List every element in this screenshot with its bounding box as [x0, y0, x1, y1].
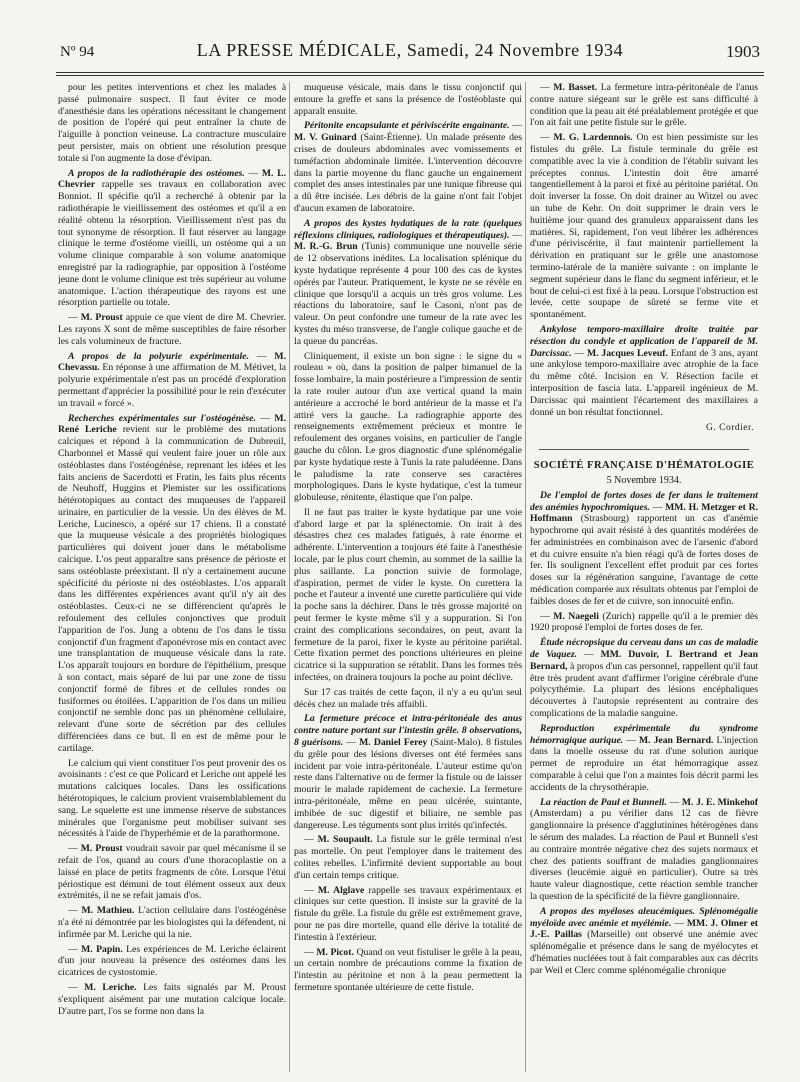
paragraph: pour les petites interventions et chez les malades à passé pulmonaire suspect. Il faut éviter ce mode d'anesthésie dans les opérations nécessitant le changement de position de l'opéré qui peut entraîner la chute de l'aiguille à ponction veineuse. La contracture musculaire peut persister, mais on obtient une résolution presque totale si l'on augmente la dose d'évipan. — [58, 82, 286, 164]
article-heading: La fermeture précoce et intra-péritonéale des anus contre nature portant sur l'intestin grêle. 8 observations, 8 guérisons. — [294, 713, 522, 749]
speaker-affiliation: (Saint-Malo). — [430, 737, 483, 749]
speaker: M. Chevassu. — [58, 350, 286, 374]
paragraph-text: appuie ce que vient de dire M. Chevrier. Les rayons X sont de même susceptibles de faire résorber les cals volumineux de fracture. — [58, 312, 286, 347]
paragraph: Péritonite encapsulante et périviscérite engainante. — M. V. Guinard (Saint-Étienne). Un malade présente des crises de douleurs abdominales avec vomissements et tuméfaction abdominale limitée. L'intervention découvre dans la partie moyenne du flanc gauche un engainement complet des anses intestinales par une tunique fibreuse qui a dû être incisée. Les débris de la gaine n'ont fait l'objet d'aucun examen de laboratoire. — [294, 120, 522, 214]
speaker: M. Picot. — [316, 946, 354, 958]
paragraph-text: Les expériences de M. Leriche éclairent d'un jour nouveau la présence des ostéomes dans les cicatrices de cystostomie. — [58, 943, 286, 979]
speaker: M. Leriche. — [84, 981, 137, 993]
column-divider — [289, 82, 290, 1072]
speaker: M. G. Lardennois. — [553, 132, 633, 144]
paragraph-text: a pu vérifier dans 12 cas de fièvre ganglionnaire la présence d'agglutinines hétérogènes dans le sérum des malades. La réaction de Paul et Bunnell s'est au contraire montrée négative chez des sujets normaux et chez des patients souffrant de maladies ganglionnaires diverses (leucémie aiguë en particulier). Outre sa très haute valeur diagnostique, cette réaction semble trancher la question de la spécificité de la fièvre ganglionnaire. — [530, 808, 758, 902]
paragraph-text: revient sur le problème des mutations calciques et répond à la communication de Dubreuil, Charbonnel et Massé qui veulent faire jouer un rôle aux ostéoblastes dans l'ostéogénèse, reprenant les idées et les faits anciens de Sacerdotti et Fratin, les faits plus récents de Neuhoff, Huggins et Plemister sur les ossifications hétérotopiques au contact des muqueuses de l'appareil urinaire, en particulier de la vessie. Un des élèves de M. Leriche, Lucinesco, a opéré sur 17 chiens. Il a constaté que la muqueuse vésicale a des propriétés biologiques particulières qui doivent jouer dans le métabolisme calcique. L'os peut apparaître sans présence de périoste et sans ostéoblaste préexistant. Il n'y a certainement aucune spécificité du périoste ni des ostéoblastes. L'os apparaît dans les différentes expériences avant qu'il n'y ait des ostéoblastes. Ceux-ci ne se différencient qu'après le refoulement des cellules conjonctives que produit l'apparition de l'os. Jung a obtenu de l'os dans le tissu conjonctif d'un fragment d'aponévrose mis en contact avec une transplantation de muqueuse vésicale dans la rate. L'os apparaît toujours en bordure de l'épithélium, presque à son contact, mais séparé de lui par une zone de tissu conjonctif formé de fibres et de cellules rondes ou fusiformes ou étoilées. L'apparition de l'os dans un milieu conjonctif ne semble donc pas un phénomène cellulaire, relevant d'une sorte de sécrétion par des cellules différenciées dans ce but. Il en est de même pour le cartilage. — [58, 424, 286, 754]
paragraph: A propos des myéloses aleucémiques. Splénomégalie myéloïde avec anémie et myélémie. — MM. J. Olmer et J.-E. Paillas (Marseille) ont observé une anémie avec splénomégalie et présence dans le sang de myélocytes et d'hématies nucléées tout à fait comparables aux cas décrits par Weil et Clerc comme splénomégalie chronique — [530, 905, 758, 976]
paragraph: — M. Picot. Quand on veut fistuliser le grêle à la peau, un certain nombre de précautions comme la fixation de l'intestin au péritoine et non à la peau permettent la fermeture spontanée ultérieure de cette fistule. — [294, 946, 522, 993]
speaker: M. R.-G. Brun — [294, 241, 358, 253]
paragraph-text: Les faits signalés par M. Proust s'expliquent aisément par une mutation calcique locale. D'autre part, l'os se forme non dans la — [58, 981, 286, 1017]
paragraph: Il ne faut pas traiter le kyste hydatique par une voie d'abord large et par la splénectomie. On irait à des désastres chez ces malades fatigués, à rate énorme et adhérente. L'intervention a toujours été faite à l'anesthésie locale, par le plus court chemin, au sommet de la saillie la plus saillante. La ponction suivie de formolage, d'aspiration, permet de vider le kyste. On curettera la poche et l'auteur a inventé une curette particulière qui vide la poche sans la déchirer. Dans le très grosse majorité on peut fermer le kyste même s'il y a suppuration. Si l'on craint des complications secondaires, on peut, avant la fermeture de la paroi, fixer le kyste au péritoine pariétal. Cette fixation permet des ponctions ultérieures en pleine cicatrice si la suppuration se rétablit. Dans les formes très infectées, on drainera toujours la poche au point déclive. — [294, 506, 522, 684]
paragraph-text: L'action cellulaire dans l'ostéogénèse n'a été ni démontrée par les biologistes qui la défendent, ni infirmée par M. Leriche qui la nie. — [58, 905, 286, 940]
session-date: 5 Novembre 1934. — [606, 474, 682, 486]
paragraph: muqueuse vésicale, mais dans le tissu conjonctif qui entoure la greffe et sans la présence de l'ostéoblaste qui apparaît ensuite. — [294, 82, 522, 117]
column-2 — [294, 82, 522, 1072]
article-heading: A propos de la polyurie expérimentale. — [68, 350, 249, 362]
section-title: SOCIÉTÉ FRANÇAISE D'HÉMATOLOGIE — [533, 460, 755, 472]
article-heading: A propos des myéloses aleucémiques. Splénomégalie myéloïde avec anémie et myélémie. — [530, 905, 758, 929]
paragraph-text: La fermeture intra-péritonéale de l'anus contre nature siégeant sur le grêle est sans difficulté à condition que la peau ait été préalablement protégée et que l'on ait fait une petite fistule sur le grêle. — [530, 82, 758, 129]
paragraph-text: rappelle ses travaux expérimentaux et cliniques sur cette question. Il insiste sur la gravité de la fistule du grêle. La fistule du grêle est extrêmement grave, pour ne pas dire mortelle, quand elle dérive la totalité de l'intestin à l'extérieur. — [294, 884, 522, 943]
speaker: M. Papin. — [81, 943, 123, 955]
paragraph-text: On est bien pessimiste sur les fistules du grêle. La fistule terminale du grêle est compatible avec la vie à condition de l'établir suivant les préceptes connus. L'intestin doit être amarré tangentiellement à la paroi et fixé au péritoine pariétal. On doit inverser la fosse. On doit drainer au Witzel ou avec un tube de Kehr. On doit supprimer le drain vers le huitième jour quand des granuleux apparaissent dans les matières. Si, rapidement, l'on veut libérer les adhérences d'une périviscérite, il faut maintenir partiellement la dérivation en pratiquant sur le grêle une anastomose termino-latérale de la manière suivante : on implante le segment supérieur dans le flanc du segment inférieur, et le bout de celui-ci est fixé à la peau. Lorsque l'obstruction est levée, cette soupape de sûreté se ferme vite et spontanément. — [530, 132, 758, 321]
column-3 — [530, 82, 758, 1072]
paragraph-text: communique une nouvelle série de 12 observations inédites. La localisation splénique du kyste hydatique représente 4 pour 100 des cas de kystes opérés par l'auteur. Pratiquement, le kyste ne se révèle en clinique que lorsqu'il a acquis un très gros volume. Les réactions du laboratoire, sauf le Casoni, n'ont pas de valeur. On peut confondre une tumeur de la rate avec les kystes du méso transverse, de l'angle colique gauche et de la queue du pancréas. — [294, 241, 522, 347]
paragraph-text: 8 fistules du grêle pour des lésions diverses ont été fermées sans incident par voie intra-péritonéale. L'auteur estime qu'on reste dans l'alternative ou de fermer la fistule ou de laisser mourir le malade rapidement de cachexie. La fermeture intra-péritonéale, même en peau ulcérée, suintante, imbibée de suc digestif et biliaire, ne semble pas dangereuse. Les téguments sont plus irrités qu'infectés. — [294, 737, 522, 831]
speaker: MM. Duvoir, I. Bertrand et Jean Bernard, — [530, 649, 758, 672]
paragraph: De l'emploi de fortes doses de fer dans le traitement des anémies hypochromiques. — MM. H. Metzger et R. Hoffmann (Strasbourg) rapportent un cas d'anémie hypochrome qui avait résisté à des quantités modérées de fer administrées en combinaison avec de l'arsenic d'abord et du cuivre ensuite n'a bien réagi qu'à de fortes doses de fer. Ils soulignent l'excellent effet produit par ces fortes doses sur la régénération sanguine, l'avantage de cette médication comparée aux résultats obtenus par l'emploi de faibles doses de fer et de cuivre, son innocuité enfin. — [530, 489, 758, 607]
paragraph: A propos de la radiothérapie des ostéomes. — M. L. Chevrier rappelle ses travaux en collaboration avec Bonniot. Il spécifie qu'il a recherché à obtenir par la radiothérapie le vieillissement des ostéomes et qu'il a en réalité obtenu la résorption. Vieillissement n'est pas du tout synonyme de résorption. Il faut réserver au langage clinique le terme d'ostéome vieilli, un ostéome qui a un volume clinique comparable à son volume anatomique enregistré par la radiographie, par opposition à l'ostéome jeune dont le volume clinique est très supérieur au volume anatomique. L'action thérapeutique des rayons est une résorption partielle ou totale. — [58, 167, 286, 309]
paragraph: — M. Alglave rappelle ses travaux expérimentaux et cliniques sur cette question. Il insiste sur la gravité de la fistule du grêle. La fistule du grêle est extrêmement grave, pour ne pas dire mortelle, quand elle dérive la totalité de l'intestin à l'extérieur. — [294, 884, 522, 943]
paragraph: Étude nécropsique du cerveau dans un cas de maladie de Vaquez. — MM. Duvoir, I. Bertrand et Jean Bernard, à propos d'un cas personnel, rappellent qu'il faut être très prudent avant d'affirmer l'origine cérébrale d'une polycythémie. La plupart des lésions encéphaliques découvertes à l'autopsie représentent au contraire des complications de la maladie sanguine. — [530, 637, 758, 720]
article-heading: De l'emploi de fortes doses de fer dans le traitement des anémies hypochromiques. — [530, 489, 758, 513]
paragraph: — M. Basset. La fermeture intra-péritonéale de l'anus contre nature siégeant sur le grêle est sans difficulté à condition que la peau ait été préalablement protégée et que l'on ait fait une petite fistule sur le grêle. — [530, 82, 758, 129]
paragraph: — M. Proust voudrait savoir par quel mécanisme il se refait de l'os, quand au cours d'une thoracoplastie on a laissé en place de petits fragments de côte. Lorsque l'étui périostique est démuni de tout élément osseux aux deux extrémités, il ne se refait jamais d'os. — [58, 843, 286, 902]
paragraph-text: La fistule sur le grêle terminal n'est pas mortelle. On peut l'employer dans le traitement des colites rebelles. L'infirmité devient supportable au bout d'un certain temps critique. — [294, 834, 522, 881]
speaker: MM. J. Olmer et J.-E. Paillas — [530, 917, 758, 941]
speaker: M. Basset. — [553, 82, 598, 93]
paragraph: Sur 17 cas traités de cette façon, il n'y a eu qu'un seul décès chez un malade très affaibli. — [294, 686, 522, 710]
paragraph: A propos des kystes hydatiques de la rate (quelques réflexions cliniques, radiologiques et thérapeutiques). — M. R.-G. Brun (Tunis) communique une nouvelle série de 12 observations inédites. La localisation splénique du kyste hydatique représente 4 pour 100 des cas de kystes opérés par l'auteur. Pratiquement, le kyste ne se révèle en clinique que lorsqu'il a acquis un très gros volume. Les réactions du laboratoire, sauf le Casoni, n'ont pas de valeur. On peut confondre une tumeur de la rate avec les kystes du méso transverse, de l'angle colique gauche et de la queue du pancréas. — [294, 217, 522, 347]
paragraph-text: rappelle qu'il a le premier dès 1920 proposé l'emploi de fortes doses de fer. — [530, 610, 758, 634]
paragraph: — M. Naegeli (Zurich) rappelle qu'il a le premier dès 1920 proposé l'emploi de fortes doses de fer. — [530, 610, 758, 634]
page-number: 1903 — [726, 42, 760, 61]
speaker: MM. H. Metzger et R. Hoffmann — [530, 501, 758, 525]
paragraph: Cliniquement, il existe un bon signe : le signe du « rouleau » où, dans la position de palper bimanuel de la fosse lombaire, la main postérieure a l'impression de sentir la rate rouler autour d'un axe vertical quand la main antérieure a accroché le bord antérieur de la masse et l'a attiré vers la gauche. La radiographie apporte des renseignements extrêmement précieux et montre le refoulement des organes voisins, en particulier de l'angle gauche du côlon. Le gros diagnostic d'une splénomégalie par kyste hydatique reste à Tunis la rate paludéenne. Dans le paludisme la rate conserve ses caractères morphologiques. Dans le kyste hydatique, c'est la tumeur globuleuse, rénitente, élastique que l'on palpe. — [294, 350, 522, 504]
speaker: M. Soupault. — [317, 834, 373, 846]
speaker: M. Jacques Leveuf. — [587, 347, 668, 359]
article-heading: A propos de la radiothérapie des ostéomes. — [68, 167, 245, 179]
speaker: M. Proust — [80, 843, 123, 855]
issue-number: Nº 94 — [60, 44, 95, 60]
speaker-affiliation: (Zurich) — [602, 610, 635, 622]
article-heading: La réaction de Paul et Bunnell. — [540, 796, 667, 808]
paragraph-text: L'injection dans la moelle osseuse du rat d'une solution aurique permet de reproduire un état hémorragique assez comparable à celui que l'on a maintes fois décrit parmi les accidents de la chrysothérapie. — [530, 734, 758, 793]
paragraph-text: En réponse à une affirmation de M. Métivet, la polyurie expérimentale n'est pas un procédé d'exploration permettant d'apprécier la possibilité pour le rein d'exécuter un travail « forcé ». — [58, 362, 286, 409]
column-divider — [525, 82, 526, 1072]
paragraph-text: voudrait savoir par quel mécanisme il se refait de l'os, quand au cours d'une thoracoplastie on a laissé en place de petits fragments de côte. Lorsque l'étui périostique est démuni de tout élément osseux aux deux extrémités, il ne se refait jamais d'os. — [58, 843, 286, 902]
speaker: M. Jean Bernard. — [638, 734, 714, 746]
paragraph: Le calcium qui vient constituer l'os peut provenir des os avoisinants : c'est ce que Policard et Leriche ont appelé les mutations calciques locales. Dans les ossifications hétérotopiques, le calcium provient vraisemblablement du sang. Le squelette est une immense réserve de substances minérales que l'organisme peut mobiliser suivant ses nécessités à l'aide de l'hyperhémie et de la parathormone. — [58, 757, 286, 840]
paragraph: — M. Papin. Les expériences de M. Leriche éclairent d'un jour nouveau la présence des ostéomes dans les cicatrices de cystostomie. — [58, 943, 286, 979]
header-rule-bottom — [56, 75, 764, 76]
paragraph: A propos de la polyurie expérimentale. — M. Chevassu. En réponse à une affirmation de M. Métivet, la polyurie expérimentale n'est pas un procédé d'exploration permettant d'apprécier la possibilité pour le rein d'exécuter un travail « forcé ». — [58, 350, 286, 409]
speaker: M. René Leriche — [58, 412, 286, 436]
report-signature: G. Cordier. — [706, 423, 754, 434]
paragraph: La réaction de Paul et Bunnell. — M. J. E. Minkehof (Amsterdam) a pu vérifier dans 12 cas de fièvre ganglionnaire la présence d'agglutinines hétérogènes dans le sérum des malades. La réaction de Paul et Bunnell s'est au contraire montrée négative chez des sujets normaux et chez des patients souffrant de maladies ganglionnaires diverses (leucémie aiguë en particulier). Outre sa très haute valeur diagnostique, cette réaction semble trancher la question de la spécificité de la fièvre ganglionnaire. — [530, 796, 758, 902]
speaker: M. Mathieu. — [81, 905, 135, 917]
paragraph-text: rapportent un cas d'anémie hypochrome qui avait résisté à des quantités modérées de fer administrées en combinaison avec de l'arsenic d'abord et du cuivre ensuite n'a bien réagi qu'à de fortes doses de fer. Ils soulignent l'excellent effet produit par ces fortes doses sur la régénération sanguine, l'avantage de cette médication comparée aux résultats obtenus par l'emploi de faibles doses de fer et de cuivre, son innocuité enfin. — [530, 513, 758, 607]
speaker: M. Proust — [80, 312, 123, 324]
paragraph: Reproduction expérimentale du syndrome hémorragique aurique. — M. Jean Bernard. L'injection dans la moelle osseuse du rat d'une solution aurique permet de reproduire un état hémorragique assez comparable à celui que l'on a maintes fois décrit parmi les accidents de la chrysothérapie. — [530, 722, 758, 793]
paragraph-text: Quand on veut fistuliser le grêle à la peau, un certain nombre de précautions comme la fixation de l'intestin au péritoine et non à la peau permettent la fermeture spontanée ultérieure de cette fistule. — [294, 946, 522, 993]
speaker-affiliation: (Amsterdam) — [530, 808, 582, 820]
speaker-affiliation: (Saint-Étienne). — [360, 132, 422, 144]
speaker: M. L. Chevrier — [58, 167, 286, 191]
paragraph: — M. Soupault. La fistule sur le grêle terminal n'est pas mortelle. On peut l'employer dans le traitement des colites rebelles. L'infirmité devient supportable au bout d'un certain temps critique. — [294, 834, 522, 881]
paragraph: Ankylose temporo-maxillaire droite traitée par résection du condyle et application de l'appareil de M. Darcissac. — M. Jacques Leveuf. Enfant de 3 ans, ayant une ankylose temporo-maxillaire avec atrophie de la face du même côté. Incision en V. Résection facile et interposition de fascia lata. L'appareil ingénieux de M. Darcissac qui maintient l'écartement des maxillaires a donné un bon résultat fonctionnel. — [530, 323, 758, 418]
section-separator — [539, 449, 749, 450]
speaker-affiliation: (Marseille) — [587, 929, 631, 941]
paragraph-text: ont observé une anémie avec splénomégalie et présence dans le sang de myélocytes et d'hématies nucléées tout à fait comparables aux cas décrits par Weil et Clerc comme splénomégalie chronique — [530, 929, 758, 976]
speaker: M. V. Guinard — [294, 132, 357, 144]
article-heading: Recherches expérimentales sur l'ostéogénèse. — [68, 412, 256, 424]
speaker: M. Naegeli — [553, 610, 599, 622]
paragraph-text: Un malade présente des crises de douleurs abdominales avec vomissements et tuméfaction abdominale limitée. L'intervention découvre dans la partie moyenne du flanc gauche un engainement complet des anses intestinales par une tunique fibreuse qui a dû être incisée. Les débris de la gaine n'ont fait l'objet d'aucun examen de laboratoire. — [294, 132, 522, 214]
article-heading: Étude nécropsique du cerveau dans un cas de maladie de Vaquez. — [530, 637, 758, 661]
paragraph-text: rappelle ses travaux en collaboration avec Bonniot. Il spécifie qu'il a recherché à obtenir par la radiothérapie le vieillissement des ostéomes et qu'il a en réalité obtenu la résorption. Vieillissement n'est pas du tout synonyme de résorption. Il faut réserver au langage clinique le terme d'ostéome vieilli, un ostéome qui a un volume clinique comparable à son volume anatomique enregistré par la radiographie, par opposition à l'ostéome jeune dont le volume clinique est très supérieur au volume anatomique. L'action thérapeutique des rayons est une résorption partielle ou totale. — [58, 179, 286, 309]
paragraph: Recherches expérimentales sur l'ostéogénèse. — M. René Leriche revient sur le problème des mutations calciques et répond à la communication de Dubreuil, Charbonnel et Massé qui veulent faire jouer un rôle aux ostéoblastes dans l'ostéogénèse, reprenant les idées et les faits anciens de Sacerdotti et Fratin, les faits plus récents de Neuhoff, Huggins et Plemister sur les ossifications hétérotopiques au contact des muqueuses de l'appareil urinaire, en particulier de la vessie. Un des élèves de M. Leriche, Lucinesco, a opéré sur 17 chiens. Il a constaté que la muqueuse vésicale a des propriétés biologiques particulières qui doivent jouer dans le métabolisme calcique. L'os peut apparaître sans présence de périoste et sans ostéoblaste préexistant. Il n'y a certainement aucune spécificité du périoste ni des ostéoblastes. L'os apparaît dans les différentes expériences avant qu'il n'y ait des ostéoblastes. Ceux-ci ne se différencient qu'après le refoulement des cellules conjonctives que produit l'apparition de l'os. Jung a obtenu de l'os dans le tissu conjonctif d'un fragment d'aponévrose mis en contact avec une transplantation de muqueuse vésicale dans la rate. L'os apparaît toujours en bordure de l'épithélium, presque à son contact, mais séparé de lui par une zone de tissu conjonctif formé de fibres et de cellules rondes ou fusiformes ou étoilées. L'apparition de l'os dans un milieu conjonctif ne semble donc pas un phénomène cellulaire, relevant d'une sorte de sécrétion par des cellules différenciées dans ce but. Il en est de même pour le cartilage. — [58, 412, 286, 754]
paragraph-text: Enfant de 3 ans, ayant une ankylose temporo-maxillaire avec atrophie de la face du même côté. Incision en V. Résection facile et interposition de fascia lata. L'appareil ingénieux de M. Darcissac qui maintient l'écartement des maxillaires a donné un bon résultat fonctionnel. — [530, 347, 758, 418]
paragraph: — M. Mathieu. L'action cellulaire dans l'ostéogénèse n'a été ni démontrée par les biologistes qui la défendent, ni infirmée par M. Leriche qui la nie. — [58, 905, 286, 940]
column-1 — [58, 82, 286, 1072]
journal-title: LA PRESSE MÉDICALE, Samedi, 24 Novembre 1934 — [196, 40, 624, 60]
paragraph: — M. Leriche. Les faits signalés par M. Proust s'expliquent aisément par une mutation calcique locale. D'autre part, l'os se forme non dans la — [58, 981, 286, 1017]
speaker-affiliation: (Tunis) — [361, 241, 390, 253]
speaker-affiliation: (Strasbourg) — [580, 513, 629, 525]
paragraph: — M. G. Lardennois. On est bien pessimiste sur les fistules du grêle. La fistule terminale du grêle est compatible avec la vie à condition de l'établir suivant les préceptes connus. L'intestin doit être amarré tangentiellement à la paroi et fixé au péritoine pariétal. On doit inverser la fosse. On doit drainer au Witzel ou avec un tube de Kehr. On doit supprimer le drain vers le huitième jour quand des granuleux apparaissent dans les matières. Si, rapidement, l'on veut libérer les adhérences d'une périviscérite, il faut maintenir partiellement la dérivation en pratiquant sur le grêle une anastomose termino-latérale de la manière suivante : on implante le segment supérieur dans le flanc du segment inférieur, et le bout de celui-ci est fixé à la peau. Lorsque l'obstruction est levée, cette soupape de sûreté se ferme vite et spontanément. — [530, 132, 758, 321]
article-heading: Ankylose temporo-maxillaire droite traitée par résection du condyle et application de l'appareil de M. Darcissac. — [530, 323, 758, 359]
article-heading: Reproduction expérimentale du syndrome hémorragique aurique. — [530, 722, 758, 746]
article-heading: A propos des kystes hydatiques de la rate (quelques réflexions cliniques, radiologiques et thérapeutiques). — [294, 217, 522, 241]
paragraph: La fermeture précoce et intra-péritonéale des anus contre nature portant sur l'intestin grêle. 8 observations, 8 guérisons. — M. Daniel Ferey (Saint-Malo). 8 fistules du grêle pour des lésions diverses ont été fermées sans incident par voie intra-péritonéale. L'auteur estime qu'on reste dans l'alternative ou de fermer la fistule ou de laisser mourir le malade rapidement de cachexie. La fermeture intra-péritonéale, même en peau ulcérée, suintante, imbibée de suc digestif et biliaire, ne semble pas dangereuse. Les téguments sont plus irrités qu'infectés. — [294, 713, 522, 831]
page-header — [60, 40, 760, 68]
paragraph: — M. Proust appuie ce que vient de dire M. Chevrier. Les rayons X sont de même susceptibles de faire résorber les cals volumineux de fracture. — [58, 312, 286, 347]
speaker: M. J. E. Minkehof — [681, 796, 758, 808]
article-heading: Péritonite encapsulante et périviscérite engainante. — [304, 120, 510, 132]
paragraph-text: à propos d'un cas personnel, rappellent qu'il faut être très prudent avant d'affirmer l'origine cérébrale d'une polycythémie. La plupart des lésions encéphaliques découvertes à l'autopsie représentent au contraire des complications de la maladie sanguine. — [530, 660, 758, 720]
speaker: M. Alglave — [317, 884, 365, 896]
speaker: M. Daniel Ferey — [359, 737, 428, 749]
header-rule-top — [56, 72, 764, 73]
